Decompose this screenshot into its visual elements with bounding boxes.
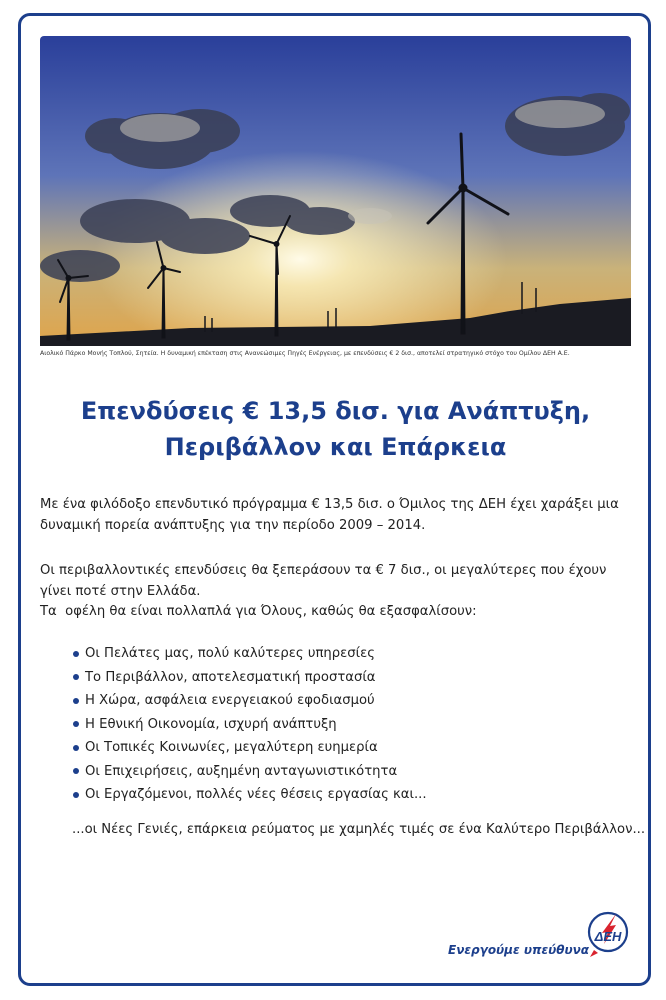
list-item bbox=[70, 760, 427, 784]
logo-text: ΔΕΗ bbox=[594, 929, 622, 944]
list-item bbox=[70, 689, 427, 713]
headline bbox=[40, 393, 631, 465]
list-item bbox=[70, 713, 427, 737]
wind-farm-photo bbox=[40, 36, 631, 346]
bullet-icon bbox=[73, 698, 79, 704]
benefits-intro: Τα οφέλη θα είναι πολλαπλά για Όλους, καθώς θα εξασφαλίσουν: bbox=[40, 604, 477, 619]
bullet-icon bbox=[73, 745, 79, 751]
bullet-icon bbox=[73, 792, 79, 798]
photo-caption: Αιολικό Πάρκο Μονής Τοπλού, Σητεία. Η δυναμική επέκταση στις Ανανεώσιμες Πηγές Ενέργειας, με επενδύσεις € 2 δισ., αποτελεί στρατηγικό στόχο του Ομίλου ΔΕΗ Α.Ε. bbox=[40, 350, 570, 357]
closing-line: ...οι Νέες Γενιές, επάρκεια ρεύματος με χαμηλές τιμές σε ένα Καλύτερο Περιβάλλον... bbox=[72, 822, 646, 837]
bullet-icon bbox=[73, 721, 79, 727]
benefit-text: Οι Επιχειρήσεις, αυξημένη ανταγωνιστικότητα bbox=[85, 763, 398, 779]
benefit-text: Οι Εργαζόμενοι, πολλές νέες θέσεις εργασίας και... bbox=[85, 787, 427, 802]
benefit-text: Το Περιβάλλον, αποτελεσματική προστασία bbox=[85, 669, 376, 685]
list-item bbox=[70, 783, 427, 807]
benefit-text: Η Εθνική Οικονομία, ισχυρή ανάπτυξη bbox=[85, 716, 337, 732]
environment-paragraph: Οι περιβαλλοντικές επενδύσεις θα ξεπεράσουν τα € 7 δισ., οι μεγαλύτερες που έχουν γίνει ποτέ στην Ελλάδα. bbox=[40, 563, 607, 599]
list-item bbox=[70, 666, 427, 690]
benefit-text: Η Χώρα, ασφάλεια ενεργειακού εφοδιασμού bbox=[85, 693, 375, 708]
bullet-icon bbox=[73, 768, 79, 774]
bullet-icon bbox=[73, 651, 79, 657]
headline-line-2: Περιβάλλον και Επάρκεια bbox=[164, 433, 507, 461]
bullet-icon bbox=[73, 674, 79, 680]
benefit-text: Οι Τοπικές Κοινωνίες, μεγαλύτερη ευημερία bbox=[85, 740, 378, 755]
headline-line-1: Επενδύσεις € 13,5 δισ. για Ανάπτυξη, bbox=[80, 397, 591, 425]
list-item bbox=[70, 736, 427, 760]
benefits-list bbox=[70, 642, 427, 807]
deh-logo-icon bbox=[586, 910, 630, 958]
intro-paragraph: Με ένα φιλόδοξο επενδυτικό πρόγραμμα € 13,5 δισ. ο Όμιλος της ΔΕΗ έχει χαράξει μια δυναμική πορεία ανάπτυξης για την περίοδο 2009 – 2014. bbox=[40, 497, 619, 533]
benefit-text: Οι Πελάτες μας, πολύ καλύτερες υπηρεσίες bbox=[85, 646, 375, 661]
list-item bbox=[70, 642, 427, 666]
slogan: Ενεργούμε υπεύθυνα bbox=[448, 943, 589, 957]
